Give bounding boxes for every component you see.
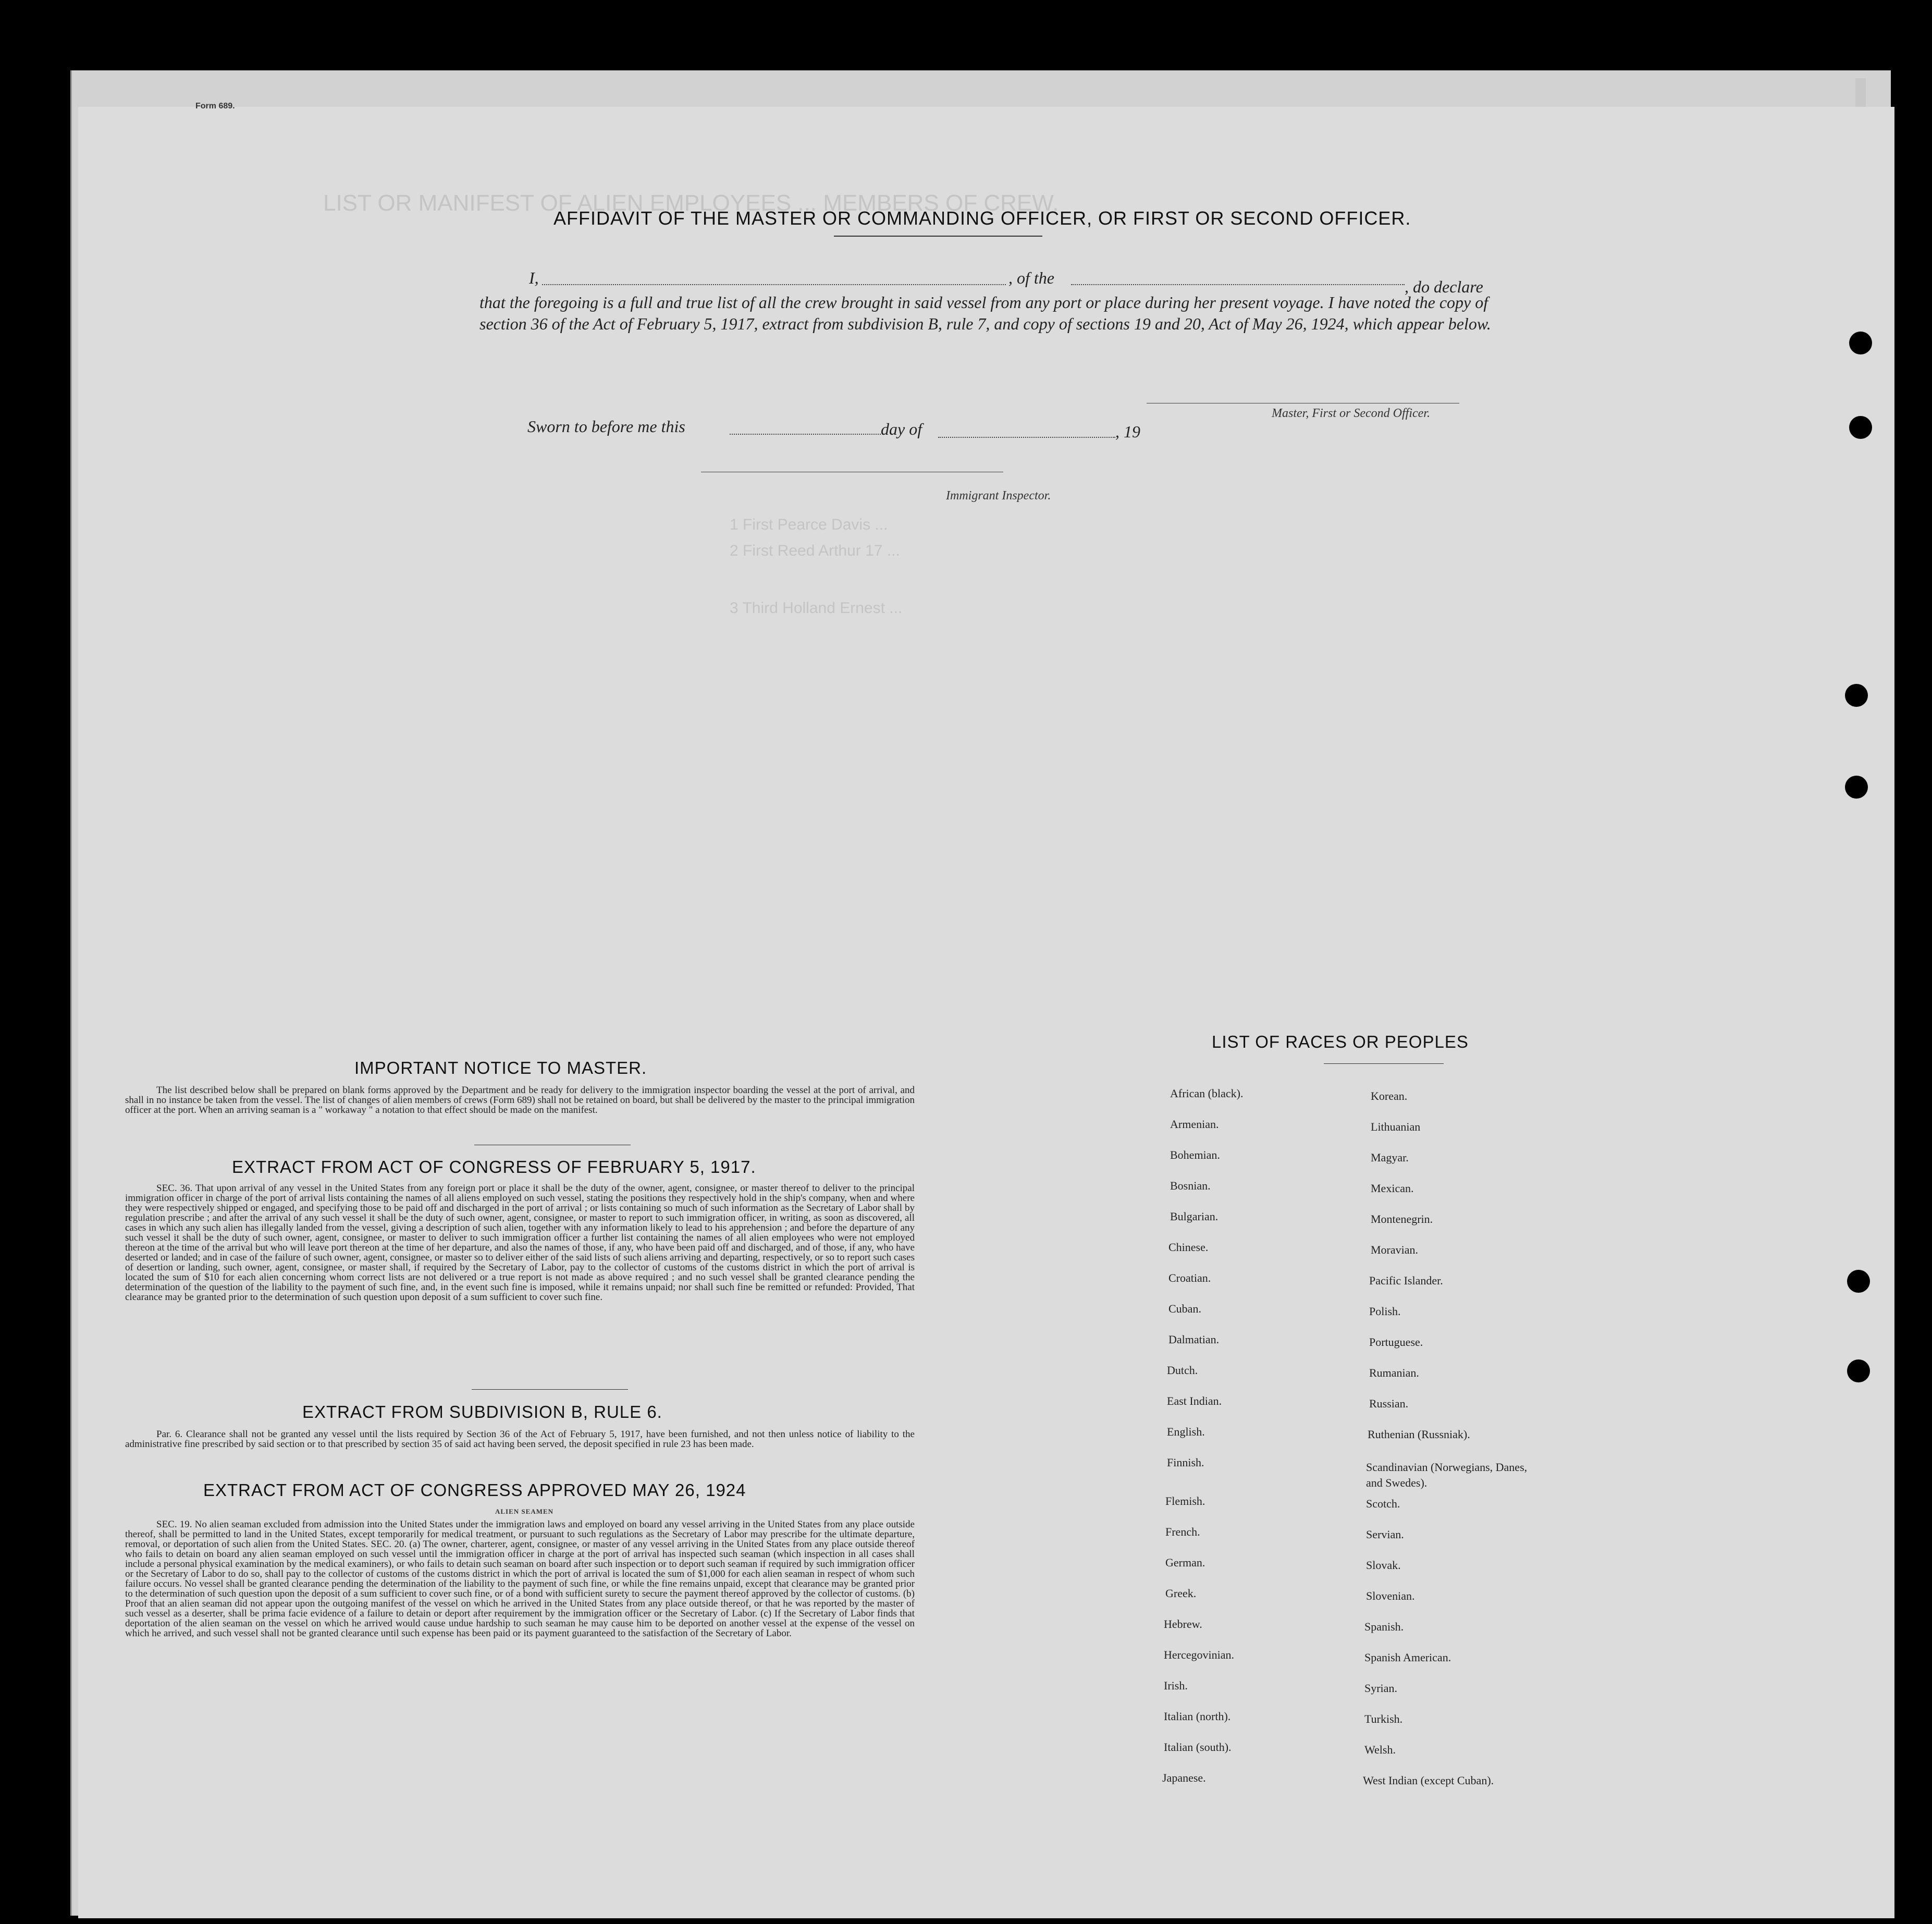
- race-item: Italian (south).: [1164, 1741, 1232, 1754]
- race-item: Hercegovinian.: [1164, 1648, 1234, 1661]
- race-item: Welsh.: [1364, 1743, 1396, 1756]
- race-item: Russian.: [1369, 1397, 1409, 1410]
- race-item: Moravian.: [1371, 1243, 1419, 1256]
- notice-title: IMPORTANT NOTICE TO MASTER.: [354, 1058, 647, 1077]
- binder-hole: [1849, 416, 1872, 439]
- race-item: Ruthenian (Russniak).: [1368, 1428, 1470, 1441]
- race-item: Cuban.: [1168, 1302, 1201, 1315]
- race-item: Bosnian.: [1170, 1179, 1211, 1192]
- race-item: Korean.: [1371, 1089, 1408, 1102]
- binder-hole: [1849, 332, 1872, 354]
- binder-hole: [1847, 1270, 1870, 1293]
- race-item: Scandinavian (Norwegians, Danes, and Swedes).: [1366, 1461, 1528, 1489]
- do-declare-label: , do declare: [1405, 277, 1483, 296]
- race-item: Servian.: [1366, 1528, 1404, 1541]
- master-signature-label: Master, First or Second Officer.: [1272, 407, 1430, 420]
- alien-seamen-subtitle: ALIEN SEAMEN: [495, 1508, 554, 1515]
- notice-text: The list described below shall be prepared on blank forms approved by the Department and be ready for delivery to the immigration inspector boarding the vessel at the port of arrival, and shall in no instance be taken from the vessel. The list of changes of alien members of crews (Form 689) shall not be retained on board, but shall be delivered by the master to the principal immigration officer at the port. When an arriving seaman is a " workaway " a notation to that effect should be made on the manifest.: [125, 1085, 915, 1116]
- race-item: Scotch.: [1366, 1497, 1400, 1510]
- document-page: [78, 107, 1894, 1918]
- race-item: Flemish.: [1165, 1494, 1205, 1508]
- race-item: Pacific Islander.: [1369, 1274, 1443, 1287]
- extract-1924-title: EXTRACT FROM ACT OF CONGRESS APPROVED MAY 26, 1924: [203, 1480, 746, 1500]
- affiant-label: I,: [529, 268, 539, 287]
- race-item: Rumanian.: [1369, 1366, 1419, 1379]
- race-item: Japanese.: [1162, 1771, 1206, 1784]
- race-item: East Indian.: [1167, 1394, 1222, 1407]
- vessel-name-field[interactable]: [1071, 284, 1405, 285]
- binder-hole: [1845, 684, 1868, 707]
- year-label: , 19: [1115, 422, 1140, 441]
- races-title-underline: [1324, 1063, 1444, 1064]
- race-item: Bohemian.: [1170, 1148, 1220, 1161]
- race-item: Polish.: [1369, 1305, 1401, 1318]
- race-item: Bulgarian.: [1170, 1210, 1219, 1223]
- race-item: Irish.: [1164, 1679, 1188, 1692]
- race-item: Slovak.: [1366, 1559, 1401, 1572]
- bleed-through-row: 3 Third Holland Ernest ...: [730, 599, 903, 617]
- race-item: Armenian.: [1170, 1118, 1219, 1131]
- race-item: French.: [1165, 1525, 1200, 1538]
- race-item: Portuguese.: [1369, 1335, 1423, 1349]
- race-item: Dutch.: [1167, 1364, 1198, 1377]
- sworn-month-field[interactable]: [938, 437, 1115, 438]
- inspector-signature-label: Immigrant Inspector.: [946, 489, 1051, 503]
- affidavit-title: AFFIDAVIT OF THE MASTER OR COMMANDING OFFICER, OR FIRST OR SECOND OFFICER.: [553, 207, 1411, 229]
- rule6-text: Par. 6. Clearance shall not be granted any vessel until the lists required by Section 36 of the Act of February 5, 1917, have been furnished, and not then unless notice of liability to the administrative fine prescribed by said section or to that prescribed by section 35 of said act having been served, the deposit specified in rule 23 has been made.: [125, 1429, 915, 1450]
- title-underline: [834, 236, 1042, 237]
- race-item: Hebrew.: [1164, 1617, 1202, 1631]
- race-item: English.: [1167, 1425, 1205, 1438]
- sworn-day-field[interactable]: [730, 434, 881, 435]
- race-item: Mexican.: [1371, 1182, 1414, 1195]
- binder-hole: [1847, 1359, 1870, 1382]
- race-item: Greek.: [1165, 1587, 1197, 1600]
- race-item: Lithuanian: [1371, 1120, 1421, 1133]
- rule6-title: EXTRACT FROM SUBDIVISION B, RULE 6.: [302, 1402, 662, 1421]
- race-item: Magyar.: [1371, 1151, 1409, 1164]
- sworn-label: Sworn to before me this: [527, 417, 685, 436]
- race-item: Montenegrin.: [1371, 1212, 1433, 1226]
- affiant-name-field[interactable]: [542, 284, 1006, 285]
- race-item: Spanish American.: [1364, 1651, 1451, 1664]
- affidavit-statement: that the foregoing is a full and true list of all the crew brought in said vessel from any port or place during her present voyage. I have noted the copy of section 36 of the Act of February 5, 1917, extract from subdivision B, rule 7, and copy of sections 19 and 20, Act of May 26, 1924, which appear below.: [479, 293, 1491, 333]
- binder-hole: [1845, 776, 1868, 799]
- race-item: Finnish.: [1167, 1456, 1204, 1469]
- races-title: LIST OF RACES OR PEOPLES: [1212, 1032, 1469, 1051]
- bleed-through-row: 2 First Reed Arthur 17 ...: [730, 542, 900, 559]
- race-item: German.: [1165, 1556, 1205, 1569]
- of-the-label: , of the: [1008, 268, 1054, 287]
- race-item: Syrian.: [1364, 1682, 1397, 1695]
- race-item: Turkish.: [1364, 1712, 1403, 1725]
- day-of-label: day of: [881, 420, 922, 438]
- extract-1917-title: EXTRACT FROM ACT OF CONGRESS OF FEBRUARY 5, 1917.: [232, 1157, 756, 1177]
- bleed-through-row: 1 First Pearce Davis ...: [730, 516, 888, 533]
- form-number: Form 689.: [195, 102, 235, 111]
- race-item: West Indian (except Cuban).: [1363, 1774, 1494, 1787]
- race-item: Italian (north).: [1164, 1710, 1231, 1723]
- race-item: Chinese.: [1168, 1241, 1209, 1254]
- extract-1917-text: SEC. 36. That upon arrival of any vessel in the United States from any foreign port or place it shall be the duty of the owner, agent, consignee, or master thereof to deliver to the principal immigration officer in charge of the port of arrival lists containing the names of all aliens employed on such vessel, stating the positions they respectively hold in the ship's company, when and where they were respectively shipped or engaged, and specifying those to be paid off and discharged in the port of arrival ; or lists containing so much of such information as the Secretary of Labor shall by regulation prescribe ; and after the arrival of any such vessel it shall be the duty of such owner, agent, consignee, or master to report to such immigration officer, in writing, as soon as discovered, all cases in which any such alien has illegally landed from the vessel, giving a description of such alien, together with any information likely to lead to his apprehension ; and before the departure of any such vessel it shall be the duty of such owner, agent, consignee, or master to deliver to such immigration officer a further list containing the names of all alien employees who were not employed thereon at the time of the arrival but who will leave port thereon at the time of her departure, and also the names of those, if any, who have been paid off and discharged, and of those, if any, who have deserted or landed; and in case of the failure of such owner, agent, consignee, or master so to deliver either of the said lists of such aliens arriving and departing, respectively, or so to report such cases of desertion or landing, such owner, agent, consignee, or master shall, if required by the Secretary of Labor, pay to the collector of customs of the customs district in which the port of arrival is located the sum of $10 for each alien concerning whom correct lists are not delivered or a true report is not made as above required ; and no such vessel shall be granted clearance pending the determination of the question of the liability to the payment of such fine, and, in the event such fine is imposed, while it remains unpaid; nor shall such fine be remitted or refunded: Provided, That clearance may be granted prior to the determination of such question upon deposit of a sum sufficient to cover such fine.: [125, 1183, 915, 1303]
- race-item: Spanish.: [1364, 1620, 1404, 1633]
- race-item: Dalmatian.: [1168, 1333, 1220, 1346]
- race-item: Croatian.: [1168, 1271, 1211, 1284]
- race-item: African (black).: [1170, 1087, 1244, 1100]
- bleed-through-header: LIST OR MANIFEST OF ALIEN EMPLOYEES ... MEMBERS OF CREW.: [323, 190, 1059, 216]
- race-item: Slovenian.: [1366, 1589, 1415, 1602]
- extract-1924-text: SEC. 19. No alien seaman excluded from admission into the United States under the immigration laws and employed on board any vessel arriving in the United States from any place outside thereof, shall be permitted to land in the United States, except temporarily for medical treatment, or pursuant to such regulations as the Secretary of Labor may prescribe for the ultimate departure, removal, or deportation of such alien from the United States. SEC. 20. (a) The owner, charterer, agent, consignee, or master of any vessel arriving in the United States from any place outside thereof who fails to detain on board any alien seaman employed on such vessel until the immigration officer in charge at the port of arrival has inspected such seaman (which inspection in all cases shall include a personal physical examination by the medical examiners), or who fails to detain such seaman on board after such inspection or to deport such seaman if required by such immigration officer or the Secretary of Labor to do so, shall pay to the collector of customs of the customs district in which the port of arrival is located the sum of $1,000 for each alien seaman in respect of whom such failure occurs. No vessel shall be granted clearance pending the determination of the liability to the payment of such fine, or while the fine remains unpaid, except that clearance may be granted prior to the determination of such question upon the deposit of a sum sufficient to cover such fine, or of a bond with sufficient surety to secure the payment thereof approved by the collector of customs. (b) Proof that an alien seaman did not appear upon the outgoing manifest of the vessel on which he arrived in the United States from any place outside thereof, or that he was reported by the master of such vessel as a deserter, shall be prima facie evidence of a failure to detain or deport after requirement by the immigration officer or the Secretary of Labor. (c) If the Secretary of Labor finds that deportation of the alien seaman on the vessel on which he arrived would cause undue hardship to such seaman he may cause him to be deported on another vessel at the expense of the vessel on which he arrived, and such vessel shall not be granted clearance until such expense has been paid or its payment guaranteed to the satisfaction of the Secretary of Labor.: [125, 1519, 915, 1639]
- section-divider: [472, 1389, 628, 1390]
